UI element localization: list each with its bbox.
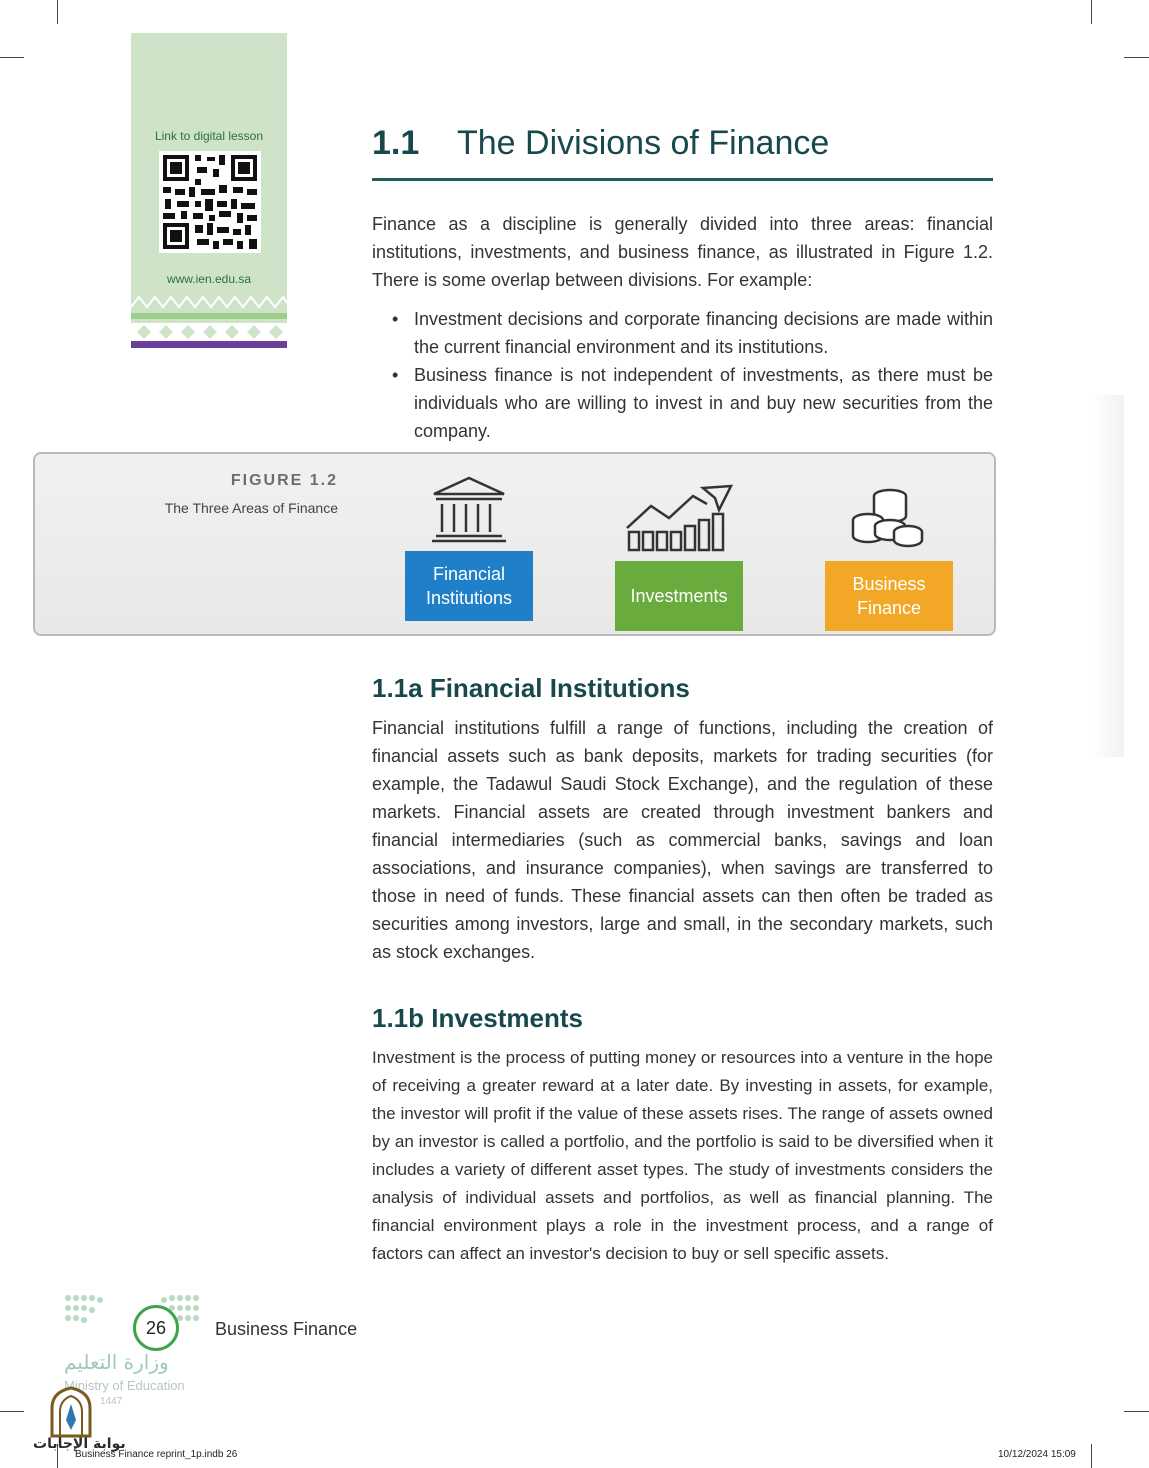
ministry-year: 1447 [100,1396,123,1407]
overlap-bullet-list [392,305,993,445]
box-investments [615,561,743,631]
list-item: • Investment decisions and corporate financing decisions are made within the current financial environment and its institutions. [392,305,993,361]
list-item: • Business finance is not independent of investments, as there must be individuals who are willing to invest in and buy new securities from the company. [392,361,993,445]
figure-three-areas-of-finance [33,452,996,636]
digital-lesson-link-label[interactable]: Link to digital lesson [154,129,264,143]
investments-paragraph: Investment is the process of putting money or resources into a venture in the hope of receiving a greater reward at a later date. By investing in assets, for example, the investor will profit if the value of these assets rises. The range of assets owned by an investor is called a portfolio, and the portfolio is said to be diversified when it includes a variety of different asset types. The study of investments considers the analysis of individual assets and portfolios, as well as financial planning. The financial environment plays a role in the investment process, and a range of factors can affect an investor's decision to buy or sell specific assets. [372,1048,993,1263]
print-slug-datetime: 10/12/2024 15:09 [998,1449,1076,1460]
coins-icon [850,486,926,550]
section-number: 1.1 [372,124,420,162]
decorative-pattern-icon [131,293,287,341]
print-slug-file: Business Finance reprint_1p.indb 26 [75,1449,238,1460]
digital-lesson-url[interactable]: www.ien.edu.sa [166,272,252,286]
growth-chart-icon [623,482,735,554]
crop-mark [57,0,58,24]
book-title: Business Finance [215,1319,358,1339]
watermark-text: بوابة الإجابات [33,1436,126,1452]
sidebar-accent-bar [131,341,287,348]
ministry-logo-dots-icon [62,1292,202,1332]
ministry-name-arabic: وزارة التعليم [64,1350,169,1374]
crop-mark [1124,1411,1149,1412]
crop-mark [0,57,24,58]
page-number: 26 [133,1305,179,1351]
section-title: The Divisions of Finance [457,124,830,162]
subsection-title-financial-institutions: 1.1a Financial Institutions [372,673,690,703]
box-business-finance [825,561,953,631]
crop-mark [1091,1444,1092,1468]
box-financial-institutions [405,551,533,621]
figure-label: FIGURE 1.2 [230,472,338,489]
financial-institutions-paragraph: Financial institutions fulfill a range of functions, including the creation of financial assets such as bank deposits, markets for trading securities (for example, the Tadawul Saudi Stock Exchange), and the regulation of these markets. Financial assets are created through investment bankers and financial intermediaries (such as commercial banks, savings and loan associations, and insurance companies), when savings are transferred to those in need of funds. These financial assets can then often be traded as securities among investors, large and small, in the secondary markets, such as stock exchanges. [372,718,993,962]
figure-caption: The Three Areas of Finance [164,500,338,516]
crop-mark [1091,0,1092,24]
digital-lesson-sidebar [131,33,287,348]
intro-paragraph: Finance as a discipline is generally divided into three areas: financial institutions, investments, and business finance, as illustrated in Figure 1.2. There is some overlap between divisions. For example: [372,214,993,290]
crop-mark [0,1411,24,1412]
bank-icon [430,474,508,544]
section-title-rule [372,178,993,181]
box-label: Financial Institutions [425,564,513,608]
box-label: Business Finance [852,574,926,618]
page-edge-shade [1092,395,1124,757]
qr-code-icon[interactable] [159,151,261,253]
ministry-name-english: Ministry of Education [64,1378,185,1393]
box-label: Investments [630,586,728,606]
crop-mark [1124,57,1149,58]
watermark-logo-icon [48,1386,94,1438]
subsection-title-investments: 1.1b Investments [372,1003,583,1033]
